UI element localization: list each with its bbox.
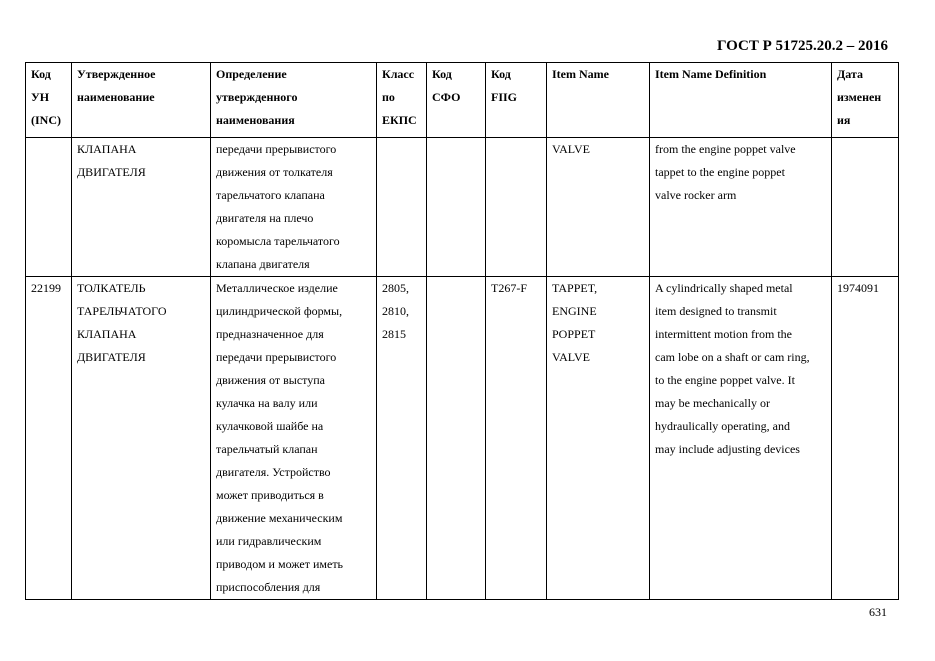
cell-approved-name: КЛАПАНА ДВИГАТЕЛЯ <box>72 138 211 277</box>
header-approved-name: Утвержденное наименование <box>72 63 211 138</box>
cell-sfo <box>427 277 486 600</box>
cell-item-definition: A cylindrically shaped metal item designed to transmit intermittent motion from the cam lobe on a shaft or cam ring, to the engine poppet valve. It may be mechanically or hydraulically operating, and may include adjusting devices <box>650 277 832 600</box>
cell-code: 22199 <box>26 277 72 600</box>
header-item-name: Item Name <box>547 63 650 138</box>
header-change-date: Дата изменен ия <box>832 63 899 138</box>
cell-date <box>832 138 899 277</box>
cell-definition: передачи прерывистого движения от толкателя тарельчатого клапана двигателя на плечо коромысла тарельчатого клапана двигателя <box>211 138 377 277</box>
nomenclature-table <box>25 62 899 600</box>
table-row <box>26 277 899 600</box>
cell-class: 2805, 2810, 2815 <box>377 277 427 600</box>
header-code-fiig: Код FIIG <box>486 63 547 138</box>
cell-item-definition: from the engine poppet valve tappet to the engine poppet valve rocker arm <box>650 138 832 277</box>
cell-item-name: TAPPET, ENGINE POPPET VALVE <box>547 277 650 600</box>
table-row <box>26 138 899 277</box>
cell-approved-name: ТОЛКАТЕЛЬ ТАРЕЛЬЧАТОГО КЛАПАНА ДВИГАТЕЛЯ <box>72 277 211 600</box>
cell-fiig: T267-F <box>486 277 547 600</box>
cell-fiig <box>486 138 547 277</box>
cell-code <box>26 138 72 277</box>
header-code-inc: Код УН (INC) <box>26 63 72 138</box>
header-definition: Определение утвержденного наименования <box>211 63 377 138</box>
cell-definition: Металлическое изделие цилиндрической формы, предназначенное для передачи прерывистого движения от выступа кулачка на валу или кулачковой шайбе на тарельчатый клапан двигателя. Устройство может приводиться в движение механическим или гидравлическим приводом и может иметь приспособления для <box>211 277 377 600</box>
cell-sfo <box>427 138 486 277</box>
cell-class <box>377 138 427 277</box>
header-item-name-definition: Item Name Definition <box>650 63 832 138</box>
cell-date: 1974091 <box>832 277 899 600</box>
cell-item-name: VALVE <box>547 138 650 277</box>
page-number: 631 <box>869 605 887 619</box>
header-code-sfo: Код СФО <box>427 63 486 138</box>
document-standard-header: ГОСТ Р 51725.20.2 – 2016 <box>716 38 888 54</box>
table-header-row <box>26 63 899 138</box>
header-class-ekps: Класс по ЕКПС <box>377 63 427 138</box>
